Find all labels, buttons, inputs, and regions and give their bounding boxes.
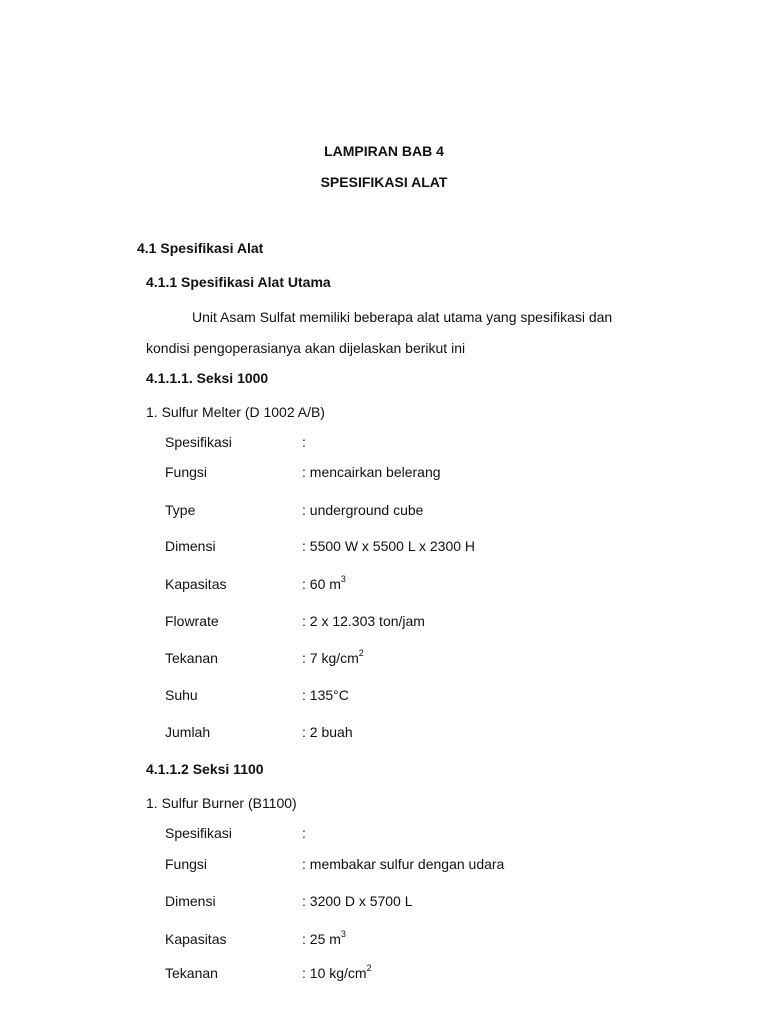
spec-label: Jumlah	[165, 724, 211, 740]
spec-label: Tekanan	[165, 650, 218, 666]
spec-value: : 10 $kg/cm^2$	[302, 963, 372, 981]
spec-label: Type	[165, 502, 196, 518]
subsection-heading: 4.1.1 Spesifikasi Alat Utama	[146, 274, 331, 290]
spec-value: : 5500 W x 5500 L x 2300 H	[302, 538, 476, 554]
spec-value: :	[302, 434, 306, 450]
spec-label: Dimensi	[165, 538, 216, 554]
spec-value: : 7 $kg/cm^2$	[302, 648, 364, 666]
spec-value: : 2 buah	[302, 724, 353, 740]
spec-value: : 25 $m^3$	[302, 929, 346, 947]
spec-value: : mencairkan belerang	[302, 464, 441, 480]
spec-label: Suhu	[165, 687, 198, 703]
superscript: 2	[358, 648, 364, 659]
seksi-1100-heading: 4.1.1.2 Seksi 1100	[146, 761, 264, 777]
spec-value: :	[302, 825, 306, 841]
spec-value: : 135°C	[302, 687, 349, 703]
spec-label: Kapasitas	[165, 931, 227, 947]
intro-paragraph-line-2: kondisi pengoperasianya akan dijelaskan berikut ini	[146, 340, 466, 356]
intro-paragraph-line-1: Unit Asam Sulfat memiliki beberapa alat utama yang spesifikasi dan	[192, 309, 613, 325]
seksi-1000-heading: 4.1.1.1. Seksi 1000	[146, 370, 269, 386]
spec-label: Dimensi	[165, 893, 216, 909]
spec-label: Kapasitas	[165, 576, 227, 592]
spec-value: : membakar sulfur dengan udara	[302, 856, 505, 872]
spec-value: : underground cube	[302, 502, 424, 518]
spec-label: Fungsi	[165, 464, 208, 480]
spec-value: : 3200 D x 5700 L	[302, 893, 413, 909]
spec-label: Flowrate	[165, 613, 219, 629]
spec-label: Spesifikasi	[165, 434, 232, 450]
spec-label: Fungsi	[165, 856, 208, 872]
superscript: 2	[366, 963, 372, 974]
spec-value: : 2 x 12.303 ton/jam	[302, 613, 425, 629]
page-subtitle: SPESIFIKASI ALAT	[320, 174, 448, 190]
spec-label: Tekanan	[165, 965, 218, 981]
sulfur-burner-title: 1. Sulfur Burner (B1100)	[146, 795, 297, 811]
spec-label: Spesifikasi	[165, 825, 232, 841]
sulfur-melter-title: 1. Sulfur Melter (D 1002 A/B)	[146, 404, 325, 420]
section-heading: 4.1 Spesifikasi Alat	[137, 240, 264, 256]
spec-value: : 60 $m^3$	[302, 574, 346, 592]
superscript: 3	[340, 574, 346, 585]
page-title: LAMPIRAN BAB 4	[324, 143, 444, 159]
superscript: 3	[340, 929, 346, 940]
